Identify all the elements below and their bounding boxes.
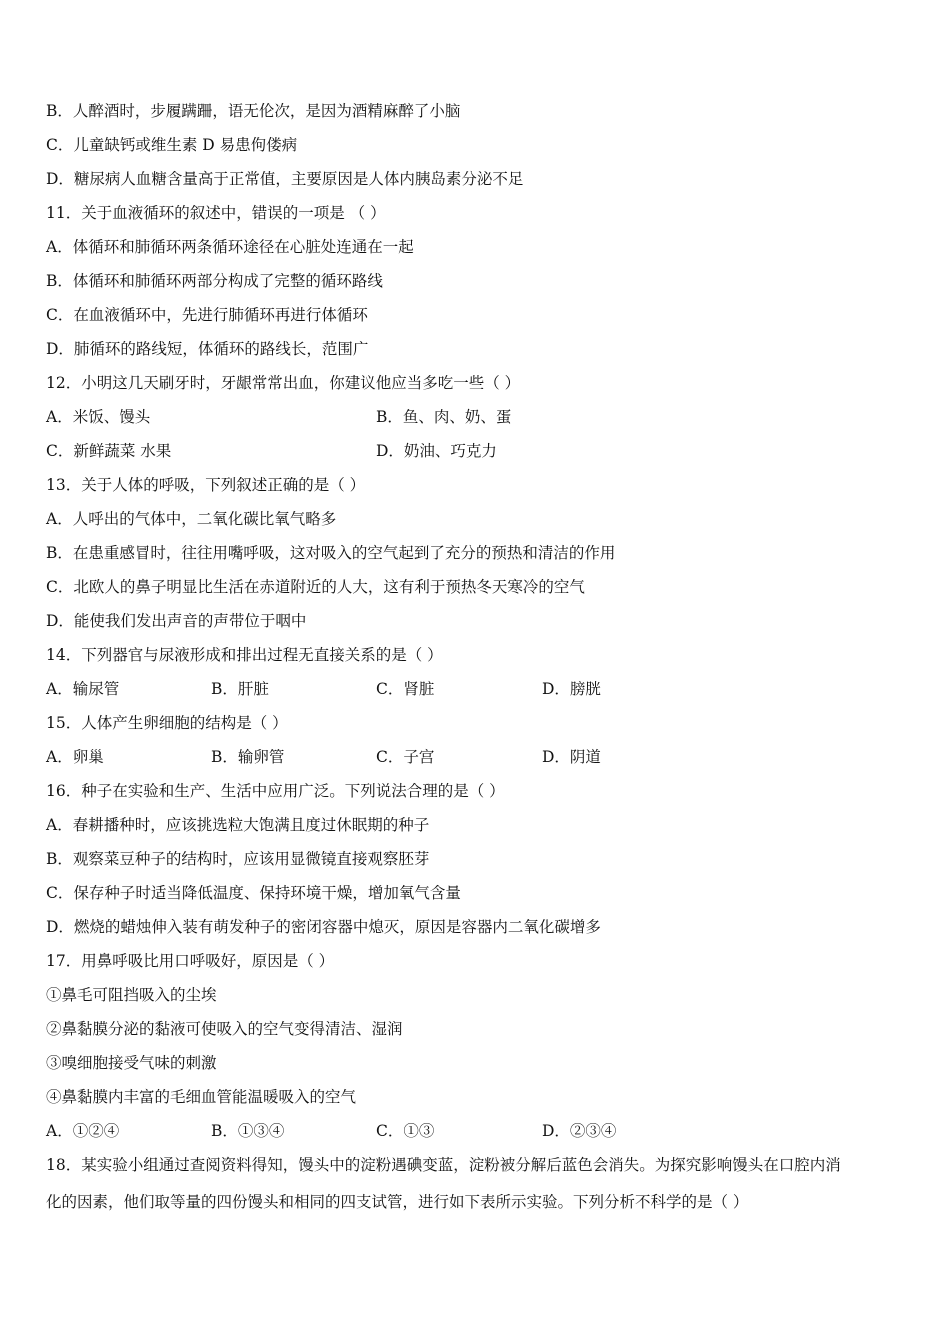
option-row [46, 1121, 916, 1141]
question-stem: 18．某实验小组通过查阅资料得知，馒头中的淀粉遇碘变蓝，淀粉被分解后蓝色会消失。为探究影响馒头在口腔内消 [46, 1156, 841, 1174]
text-line: B．观察菜豆种子的结构时，应该用显微镜直接观察胚芽 [46, 850, 430, 868]
text-line: ③嗅细胞接受气味的刺激 [46, 1054, 217, 1072]
option-row [46, 747, 916, 767]
option-item: D．阴道 [542, 748, 601, 766]
text-line: C．在血液循环中，先进行肺循环再进行体循环 [46, 306, 368, 324]
text-line: D．糖尿病人血糖含量高于正常值，主要原因是人体内胰岛素分泌不足 [46, 170, 524, 188]
text-line: D．燃烧的蜡烛伸入装有萌发种子的密闭容器中熄灭，原因是容器内二氧化碳增多 [46, 918, 601, 936]
question-stem: 17．用鼻呼吸比用口呼吸好，原因是（ ） [46, 952, 335, 970]
text-line: D．能使我们发出声音的声带位于咽中 [46, 612, 307, 630]
option-row [46, 441, 916, 461]
text-line: D．肺循环的路线短，体循环的路线长，范围广 [46, 340, 369, 358]
text-line: A．春耕播种时，应该挑选粒大饱满且度过休眠期的种子 [46, 816, 430, 834]
text-line: B．在患重感冒时，往往用嘴呼吸，这对吸入的空气起到了充分的预热和清洁的作用 [46, 544, 616, 562]
question-stem: 15．人体产生卵细胞的结构是（ ） [46, 714, 288, 732]
option-item: C．①③ [376, 1122, 435, 1140]
option-item: D．膀胱 [542, 680, 601, 698]
text-line: 化的因素，他们取等量的四份馒头和相同的四支试管，进行如下表所示实验。下列分析不科学的是（ ） [46, 1192, 749, 1211]
option-item: D．奶油、巧克力 [376, 442, 497, 460]
question-stem: 12．小明这几天刷牙时，牙龈常常出血，你建议他应当多吃一些（ ） [46, 374, 521, 392]
text-line: C．保存种子时适当降低温度、保持环境干燥，增加氧气含量 [46, 884, 461, 902]
option-item: A．卵巢 [46, 748, 104, 766]
option-item: D．②③④ [542, 1122, 617, 1140]
option-item: A．输尿管 [46, 680, 120, 698]
question-stem: 13．关于人体的呼吸，下列叙述正确的是（ ） [46, 476, 366, 494]
text-line: A．体循环和肺循环两条循环途径在心脏处连通在一起 [46, 238, 414, 256]
text-line: ④鼻黏膜内丰富的毛细血管能温暖吸入的空气 [46, 1088, 357, 1106]
question-stem: 16．种子在实验和生产、生活中应用广泛。下列说法合理的是（ ） [46, 782, 505, 800]
text-line: C．儿童缺钙或维生素 D 易患佝偻病 [46, 136, 298, 154]
option-item: A．米饭、馒头 [46, 408, 151, 426]
question-stem: 14．下列器官与尿液形成和排出过程无直接关系的是（ ） [46, 646, 443, 664]
option-row [46, 679, 916, 699]
text-line: B．人醉酒时，步履蹒跚，语无伦次，是因为酒精麻醉了小脑 [46, 102, 461, 120]
option-row [46, 407, 916, 427]
option-item: B．输卵管 [211, 748, 285, 766]
option-item: B．鱼、肉、奶、蛋 [376, 408, 512, 426]
question-stem: 11．关于血液循环的叙述中，错误的一项是 （ ） [46, 204, 386, 222]
option-item: B．①③④ [211, 1122, 285, 1140]
option-item: C．肾脏 [376, 680, 435, 698]
option-item: B．肝脏 [211, 680, 269, 698]
text-line: ②鼻黏膜分泌的黏液可使吸入的空气变得清洁、湿润 [46, 1020, 403, 1038]
text-line: ①鼻毛可阻挡吸入的尘埃 [46, 986, 217, 1004]
option-item: C．新鲜蔬菜 水果 [46, 442, 172, 460]
text-line: B．体循环和肺循环两部分构成了完整的循环路线 [46, 272, 383, 290]
option-item: A．①②④ [46, 1122, 120, 1140]
option-item: C．子宫 [376, 748, 435, 766]
text-line: C．北欧人的鼻子明显比生活在赤道附近的人大，这有利于预热冬天寒冷的空气 [46, 578, 585, 596]
text-line: A．人呼出的气体中，二氧化碳比氧气略多 [46, 510, 337, 528]
